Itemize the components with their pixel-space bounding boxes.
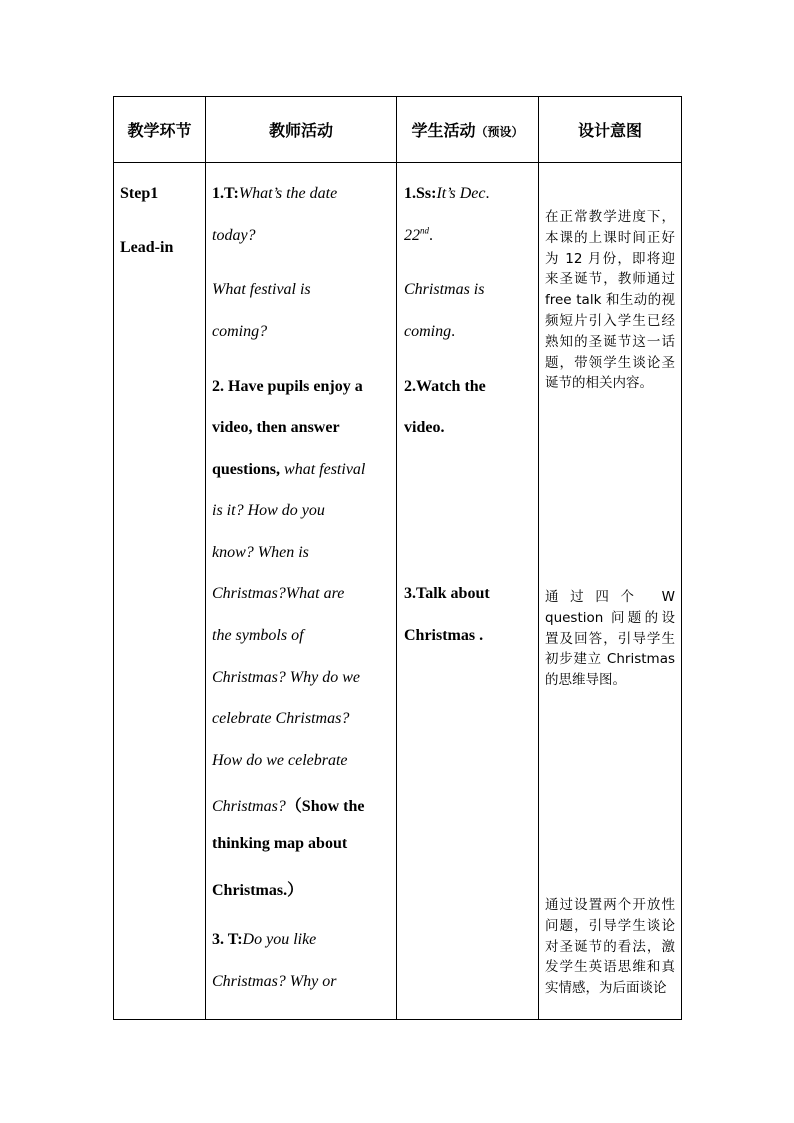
stage-step: Step1 xyxy=(120,185,159,202)
student-line-6: video. xyxy=(404,419,445,436)
student-line-7: 3.Talk about xyxy=(404,585,490,602)
teacher-line-16: thinking map about xyxy=(212,835,348,852)
student-line-1: 1.Ss:It’s Dec. xyxy=(404,185,490,202)
intent-paragraph-1: 在正常教学进度下，本课的上课时间正好为 12 月份，即将迎来圣诞节，教师通过 free talk 和生动的视频短片引入学生已经熟知的圣诞节这一话题，带领学生谈论圣诞节的相关内容。 xyxy=(545,209,675,392)
teacher-line-13: celebrate Christmas? xyxy=(212,710,350,727)
table-header-row xyxy=(114,97,682,163)
header-design-intent: 设计意图 xyxy=(539,97,682,163)
teacher-activity-cell xyxy=(206,163,397,1020)
teacher-line-19: Christmas? Why or xyxy=(212,973,337,990)
teacher-line-4: coming? xyxy=(212,323,268,340)
teacher-line-7: questions, what festival xyxy=(212,461,366,478)
student-line-4: coming. xyxy=(404,323,456,340)
teacher-line-9: know? When is xyxy=(212,544,309,561)
teacher-line-1: 1.T:What’s the date xyxy=(212,185,338,202)
header-student-main: 学生活动 xyxy=(411,121,476,140)
intent-paragraph-3: 通过设置两个开放性问题，引导学生谈论对圣诞节的看法，激发学生英语思维和真实情感，为后面谈论 xyxy=(545,897,675,997)
stage-cell xyxy=(114,163,206,1020)
teacher-line-18: 3. T:Do you like xyxy=(212,931,317,948)
table-row-step1 xyxy=(114,163,682,1020)
teacher-line-3: What festival is xyxy=(212,281,311,298)
student-line-5: 2.Watch the xyxy=(404,378,486,395)
teacher-line-10: Christmas?What are xyxy=(212,585,345,602)
teacher-line-5: 2. Have pupils enjoy a xyxy=(212,378,363,395)
student-line-3: Christmas is xyxy=(404,281,485,298)
student-activity-cell xyxy=(397,163,539,1020)
teacher-line-2: today? xyxy=(212,227,256,244)
header-student-note: （预设） xyxy=(475,125,524,139)
teacher-line-15: Christmas?（Show the xyxy=(212,798,365,815)
header-student-activity xyxy=(397,97,539,163)
header-teacher-activity: 教师活动 xyxy=(206,97,397,163)
teacher-line-14: How do we celebrate xyxy=(212,752,348,769)
student-line-8: Christmas . xyxy=(404,627,484,644)
lesson-plan-table xyxy=(113,96,682,1020)
student-line-2: 22nd. xyxy=(404,225,433,244)
teacher-line-12: Christmas? Why do we xyxy=(212,669,360,686)
teacher-line-6: video, then answer xyxy=(212,419,340,436)
stage-name: Lead-in xyxy=(120,239,174,256)
header-stage: 教学环节 xyxy=(114,97,206,163)
teacher-line-11: the symbols of xyxy=(212,627,304,644)
teacher-line-8: is it? How do you xyxy=(212,502,325,519)
design-intent-cell xyxy=(539,163,682,1020)
teacher-line-17: Christmas.） xyxy=(212,882,304,899)
intent-paragraph-2: 通过四个 W question 问题的设置及回答，引导学生初步建立 Christmas 的思维导图。 xyxy=(545,589,675,689)
